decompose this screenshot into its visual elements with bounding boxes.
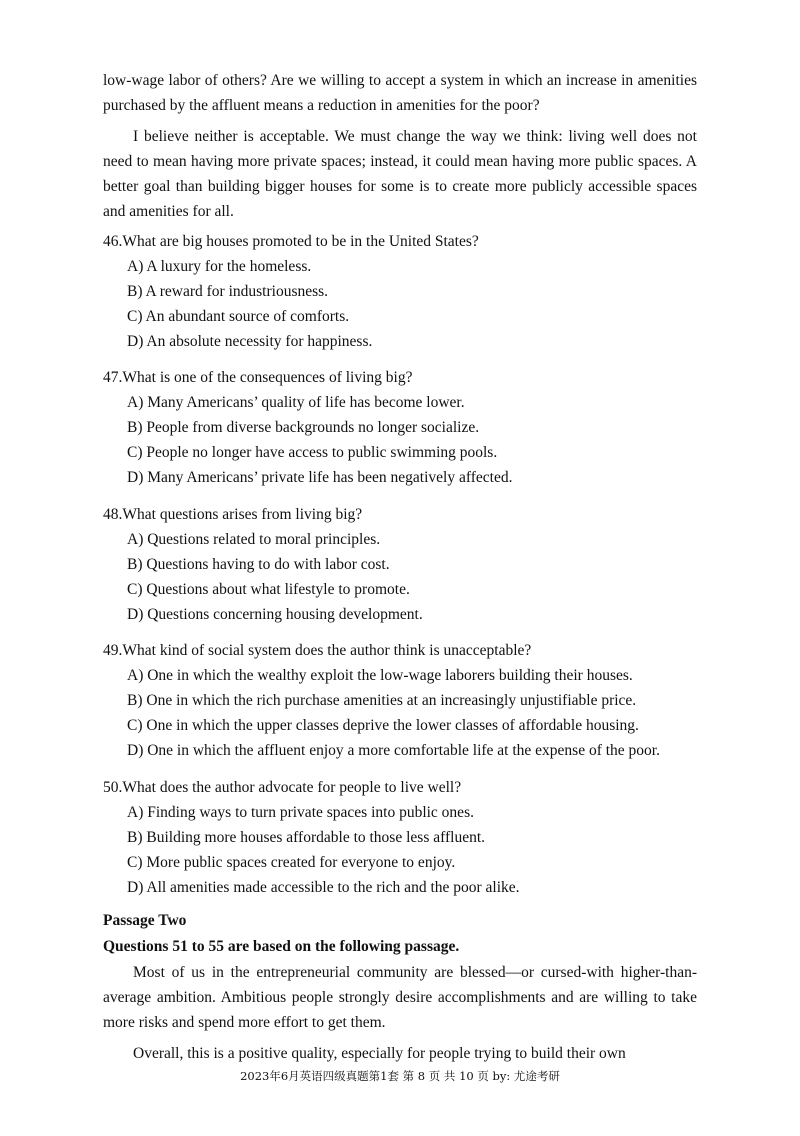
question-46-stem: 46.What are big houses promoted to be in the United States? (103, 233, 479, 250)
question-46-option-c[interactable]: C) An abundant source of comforts. (127, 308, 350, 325)
intro-paragraph-2: I believe neither is acceptable. We must change the way we think: living well does not need to mean having more private spaces; instead, it could mean having more public spaces. A better goal than building bigger houses for some is to create more publicly accessible spaces and amenities for all. (103, 128, 697, 220)
question-49-option-b[interactable]: B) One in which the rich purchase amenities at an increasingly unjustifiable price. (127, 692, 637, 709)
question-49-stem: 49.What kind of social system does the author think is unacceptable? (103, 642, 532, 659)
question-50-stem: 50.What does the author advocate for people to live well? (103, 779, 462, 796)
question-49-option-a[interactable]: A) One in which the wealthy exploit the low-wage laborers building their houses. (127, 667, 633, 684)
passage-two-heading: Passage Two (103, 912, 187, 929)
question-49-option-d[interactable]: D) One in which the affluent enjoy a more comfortable life at the expense of the poor. (127, 742, 660, 759)
passage-two-paragraph-1: Most of us in the entrepreneurial community are blessed—or cursed-with higher-than-average ambition. Ambitious people strongly desire accomplishments and are willing to take more risks and spend more effort to get them. (103, 964, 697, 1031)
passage-two-instruction: Questions 51 to 55 are based on the following passage. (103, 938, 460, 955)
page-footer: 2023年6月英语四级真题第1套 第 8 页 共 10 页 by: 尤途考研 (240, 1069, 560, 1083)
question-48-option-c[interactable]: C) Questions about what lifestyle to promote. (127, 581, 410, 598)
question-50-option-b[interactable]: B) Building more houses affordable to those less affluent. (127, 829, 486, 846)
question-47-option-c[interactable]: C) People no longer have access to public swimming pools. (127, 444, 498, 461)
question-46-option-b[interactable]: B) A reward for industriousness. (127, 283, 329, 300)
question-50-option-c[interactable]: C) More public spaces created for everyone to enjoy. (127, 854, 456, 871)
question-48-option-d[interactable]: D) Questions concerning housing development. (127, 606, 423, 623)
question-47-option-a[interactable]: A) Many Americans’ quality of life has become lower. (127, 394, 465, 411)
question-49-option-c[interactable]: C) One in which the upper classes deprive the lower classes of affordable housing. (127, 717, 639, 734)
question-46-option-a[interactable]: A) A luxury for the homeless. (127, 258, 312, 275)
question-47-option-b[interactable]: B) People from diverse backgrounds no longer socialize. (127, 419, 480, 436)
question-50-option-a[interactable]: A) Finding ways to turn private spaces into public ones. (127, 804, 474, 821)
question-48-option-a[interactable]: A) Questions related to moral principles. (127, 531, 381, 548)
question-46-option-d[interactable]: D) An absolute necessity for happiness. (127, 333, 373, 350)
question-50-option-d[interactable]: D) All amenities made accessible to the rich and the poor alike. (127, 879, 520, 896)
passage-two-paragraph-2: Overall, this is a positive quality, especially for people trying to build their own (133, 1045, 626, 1062)
intro-paragraph-1: low-wage labor of others? Are we willing to accept a system in which an increase in amenities purchased by the affluent means a reduction in amenities for the poor? (103, 72, 697, 114)
question-47-stem: 47.What is one of the consequences of living big? (103, 369, 413, 386)
question-48-stem: 48.What questions arises from living big? (103, 506, 363, 523)
question-47-option-d[interactable]: D) Many Americans’ private life has been negatively affected. (127, 469, 513, 486)
question-48-option-b[interactable]: B) Questions having to do with labor cost. (127, 556, 390, 573)
